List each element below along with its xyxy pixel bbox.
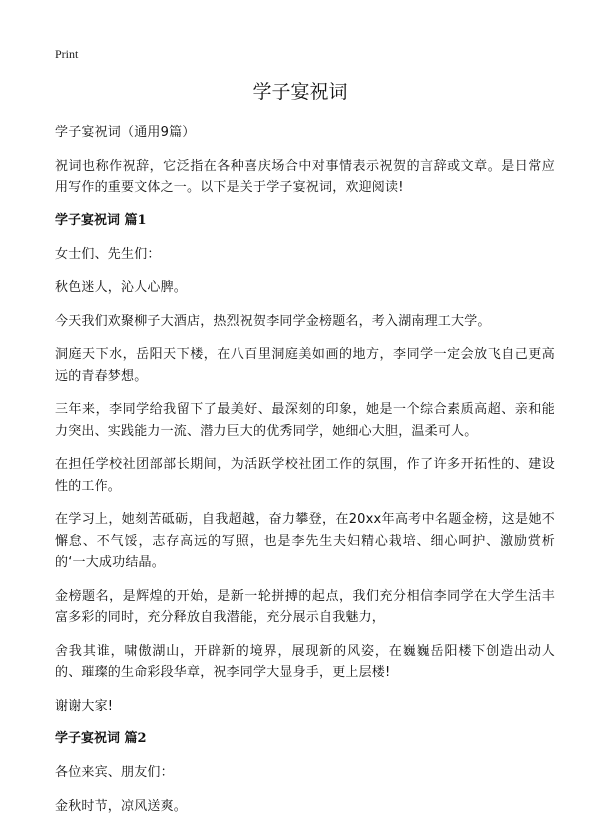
- paragraph: 女士们、先生们：: [55, 246, 161, 262]
- paragraph: 金秋时节，凉风送爽。: [55, 798, 188, 814]
- paragraph: 舍我其谁，啸傲湖山，开辟新的境界，展现新的风姿，在巍巍岳阳楼下创造出动人的、璀璨的生命彩段华章，祝李同学大显身手，更上层楼!: [55, 643, 555, 680]
- paragraph: 今天我们欢聚柳子大酒店，热烈祝贺李同学金榜题名，考入湖南理工大学。: [55, 313, 491, 329]
- paragraph: 在学习上，她刻苦砥砺，自我超越，奋力攀登，在20xx年高考中名题金榜，这是她不懈怠、不气馁，志存高远的写照，也是李先生夫妇精心栽培、细心呵护、激励赏析的‘一大成功结晶。: [55, 512, 555, 570]
- paragraph: 三年来，李同学给我留下了最美好、最深刻的印象，她是一个综合素质高超、亲和能力突出、实践能力一流、潜力巨大的优秀同学，她细心大胆，温柔可人。: [55, 402, 555, 439]
- intro-paragraph: 祝词也称作祝辞，它泛指在各种喜庆场合中对事情表示祝贺的言辞或文章。是日常应用写作的重要文体之一。以下是关于学子宴祝词，欢迎阅读!: [55, 158, 555, 195]
- document-body: [55, 122, 555, 829]
- paragraph: 谢谢大家!: [55, 698, 114, 714]
- section-heading-2: 学子宴祝词 篇2: [55, 731, 147, 746]
- paragraph: 在担任学校社团部部长期间，为活跃学校社团工作的氛围，作了许多开拓性的、建设性的工作。: [55, 457, 555, 494]
- paragraph: 洞庭天下水，岳阳天下楼，在八百里洞庭美如画的地方，李同学一定会放飞自己更高远的青春梦想。: [55, 347, 555, 384]
- paragraph: 各位来宾、朋友们：: [55, 765, 174, 780]
- page-title: 学子宴祝词: [252, 81, 348, 103]
- document-subtitle: 学子宴祝词（通用9篇）: [55, 125, 196, 140]
- paragraph: 金榜题名，是辉煌的开始，是新一轮拼搏的起点，我们充分相信李同学在大学生活丰富多彩的同时，充分释放自我潜能，充分展示自我魅力，: [55, 588, 555, 625]
- print-link[interactable]: Print: [55, 47, 79, 61]
- paragraph: 秋色迷人，沁人心脾。: [55, 280, 188, 295]
- section-heading-1: 学子宴祝词 篇1: [55, 212, 147, 228]
